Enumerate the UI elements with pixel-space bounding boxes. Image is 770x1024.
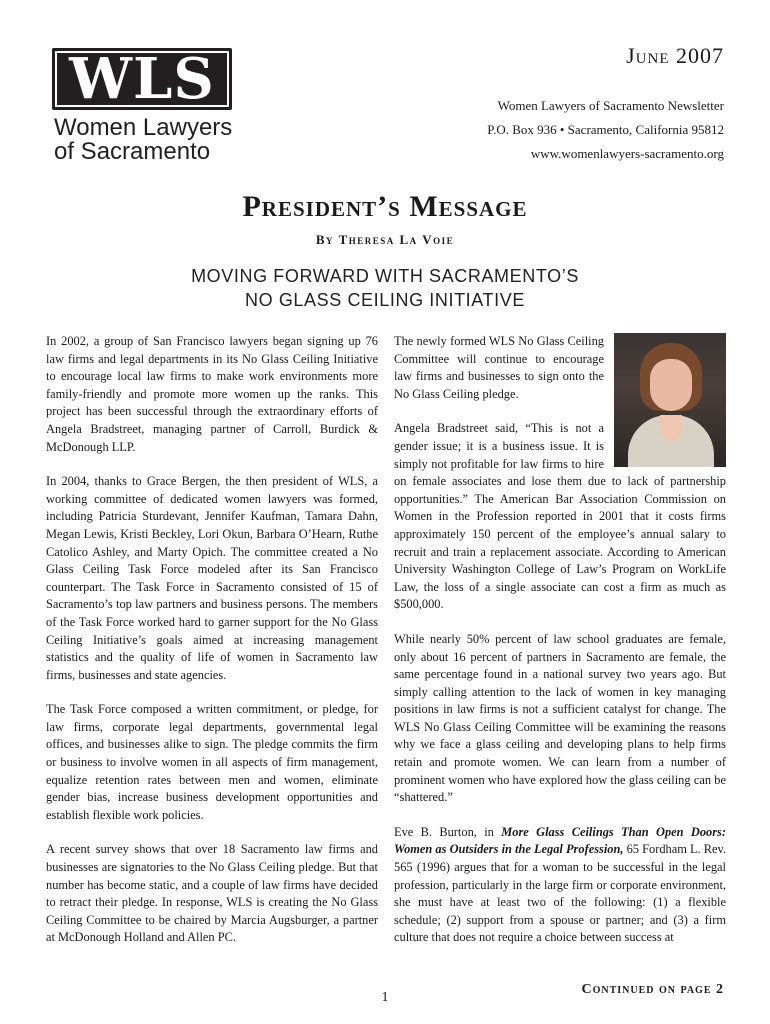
- logo-line-2: of Sacramento: [54, 138, 211, 165]
- paragraph-citation: [394, 824, 726, 947]
- photo-face: [650, 359, 692, 411]
- logo-mark: WLS: [52, 48, 232, 110]
- article-headline: [0, 264, 770, 312]
- left-column: [46, 333, 378, 964]
- headline-line-2: NO GLASS CEILING INITIATIVE: [245, 290, 525, 310]
- photo-collar: [660, 415, 682, 441]
- paragraph: A recent survey shows that over 18 Sacramento law firms and businesses are signatories to the No Glass Ceiling pledge. But that number has become static, and a couple of law firms have decided to retract their pledge. In response, WLS is creating the No Glass Ceiling Committee to be chaired by Marcia Augsburger, a partner at McDonough Holland and Allen PC.: [46, 842, 378, 945]
- newsletter-address: P.O. Box 936 • Sacramento, California 95812: [487, 122, 724, 137]
- paragraph: In 2004, thanks to Grace Bergen, the then president of WLS, a working committee of dedicated women lawyers was formed, including Patricia Sturdevant, Jennifer Kaufman, Tamara Dahn, Megan Lewis, Kristi Beckley, Lori Okun, Barbara O’Hearn, Ruthe Catolico Ashley, and Marty Opich. The committee created a No Glass Ceiling Task Force modeled after its San Francisco counterpart. The Task Force in Sacramento consisted of 15 of Sacramento’s top law partners and business persons. The members of the Task Force worked hard to garner support for the No Glass Ceiling Initiative’s goals aimed at increasing management statistics and the quality of life of women in Sacramento law firms, businesses and state agencies.: [46, 474, 378, 682]
- right-column: [394, 333, 726, 964]
- page-number: 1: [381, 990, 389, 1005]
- logo-line-1: Women Lawyers: [54, 114, 233, 141]
- newsletter-name: Women Lawyers of Sacramento Newsletter: [497, 98, 724, 113]
- paragraph: Angela Bradstreet said, “This is not a gender issue; it is a business issue. It is simply not profitable for law firms to hire on female associates and lose them due to lack of partnership opportunities.” The American Bar Association Commission on Women in the Profession reported in 2001 that it costs firms approximately 150 percent of the employee’s annual salary to recruit and train a replacement associate. According to American University Washington College of Law’s Program on WorkLife Law, the loss of a single associate can cost a firm as much as $500,000.: [394, 421, 726, 612]
- paragraph: The newly formed WLS No Glass Ceiling Committee will continue to encourage law firms and businesses to sign onto the No Glass Ceiling pledge.: [394, 334, 604, 401]
- issue-date: June 2007: [626, 43, 724, 68]
- continued-link[interactable]: Continued on page 2: [581, 982, 724, 997]
- newsletter-website: www.womenlawyers-sacramento.org: [530, 146, 724, 161]
- author-photo: [614, 333, 726, 467]
- wls-logo: [52, 48, 258, 166]
- paragraph: The Task Force composed a written commitment, or pledge, for law firms, corporate legal departments, governmental legal offices, and businesses alike to sign. The pledge commits the firm or business to involve women in all aspects of firm management, equalize retention rates between men and women, eliminate gender bias, increase business development opportunities and establish flexible work policies.: [46, 702, 378, 822]
- paragraph: While nearly 50% percent of law school graduates are female, only about 16 percent of partners in Sacramento are female, the same percentage found in a national survey two years ago. But simply calling attention to the lack of women in key managing positions in law firms is not a sufficient catalyst for change. The WLS No Glass Ceiling Committee will be examining the reasons why we face a glass ceiling and developing plans to help firms retain and promote women. We can learn from a number of prominent women who have explored how the glass ceiling can be “shattered.”: [394, 631, 726, 805]
- headline-line-1: MOVING FORWARD WITH SACRAMENTO’S: [191, 266, 579, 286]
- citation-lead: Eve B. Burton, in: [394, 824, 502, 839]
- citation-title: More Glass Ceilings Than Open Doors: Women as Outsiders in the Legal Profession,: [394, 824, 726, 857]
- paragraph: In 2002, a group of San Francisco lawyers began signing up 76 law firms and legal departments in its No Glass Ceiling Initiative to encourage local law firms to make work environments more family-friendly and promote more women up the ranks. This project has been successful through the extraordinary efforts of Angela Bradstreet, managing partner of Carroll, Burdick & McDonough LLP.: [46, 334, 378, 454]
- article-title: President’s Message: [242, 190, 528, 223]
- article-byline: By Theresa La Voie: [315, 232, 455, 247]
- citation-rest: 65 Fordham L. Rev. 565 (1996) argues that for a woman to be successful in the legal profession, particularly in the large firm or corporate environment, she must have at least two of the following: (1) a flexible schedule; (2) support from a spouse or partner; and (3) a firm culture that does not require a choice between success at: [394, 842, 726, 945]
